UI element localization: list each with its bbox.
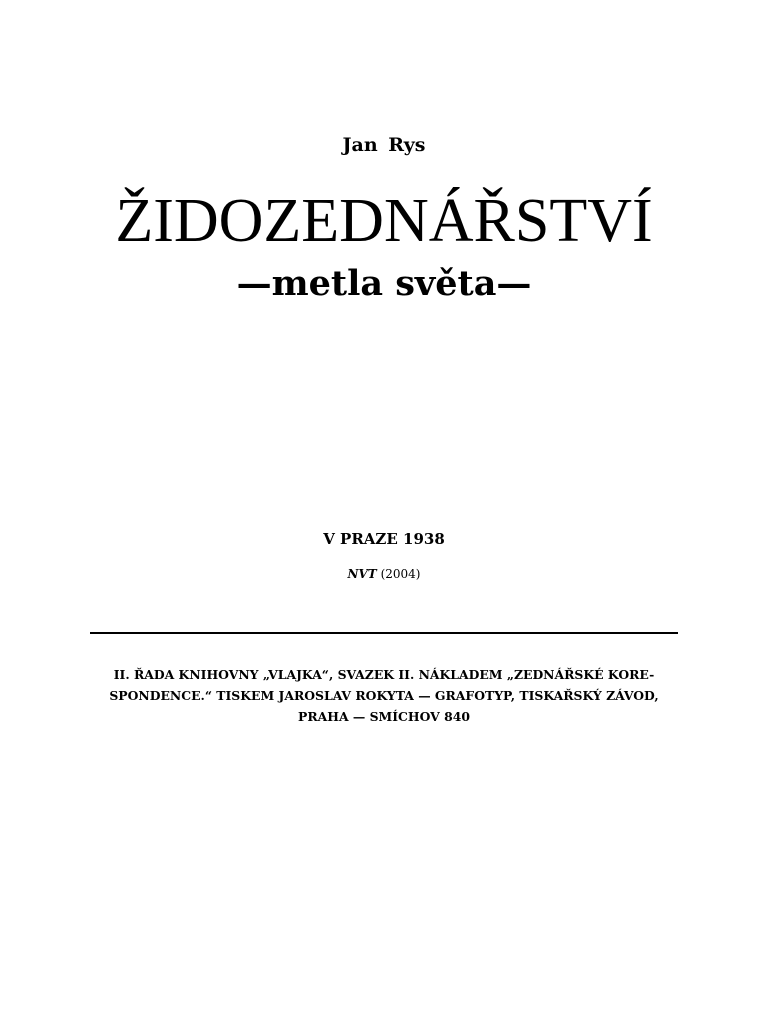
imprint-block	[84, 664, 684, 727]
imprint-line: II. ŘADA KNIHOVNY „VLAJKA“, SVAZEK II. NÁKLADEM „ZEDNÁŘSKÉ KORE-	[113, 667, 655, 682]
imprint-line: SPONDENCE.“ TISKEM JAROSLAV ROKYTA — GRAFOTYP, TISKAŘSKÝ ZÁVOD,	[109, 688, 659, 703]
edition-year: (2004)	[376, 567, 421, 581]
horizontal-divider	[90, 632, 678, 634]
book-title: ŽIDOZEDNÁŘSTVÍ	[115, 187, 653, 255]
book-subtitle: —metla světa—	[236, 263, 532, 304]
edition-label: NVT	[347, 567, 377, 581]
edition-note	[0, 567, 768, 581]
imprint-line: PRAHA — SMÍCHOV 840	[298, 709, 470, 724]
place-and-year: V PRAZE 1938	[323, 530, 445, 548]
author-name: Jan Rys	[342, 134, 426, 156]
